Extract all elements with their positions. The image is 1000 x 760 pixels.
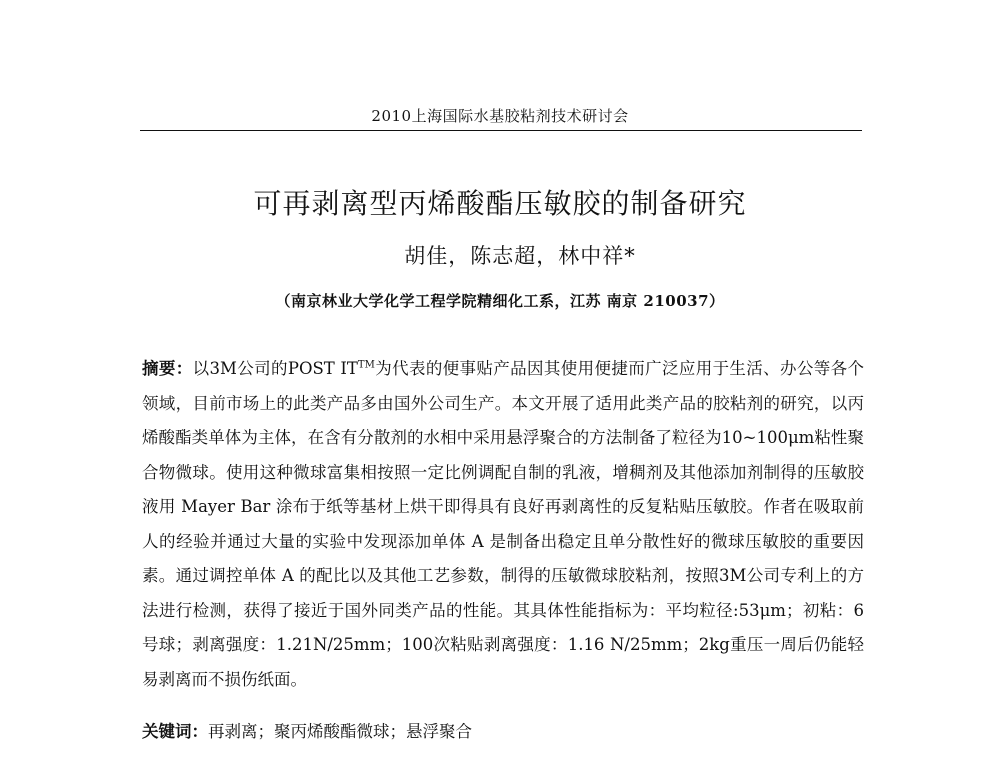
trademark-superscript: TM	[357, 359, 375, 371]
running-header: 2010上海国际水基胶粘剂技术研讨会	[371, 107, 629, 125]
abstract-text-body: 为代表的便事贴产品因其使用便捷而广泛应用于生活、办公等各个领域，目前市场上的此类产品多由国外公司生产。本文开展了适用此类产品的胶粘剂的研究，以丙烯酸酯类单体为主体，在含有分散剂的水相中采用悬浮聚合的方法制备了粒径为10~100μm粘性聚合物微球。使用这种微球富集相按照一定比例调配自制的乳液，增稠剂及其他添加剂制得的压敏胶液用 Mayer Bar 涂布于纸等基材上烘干即得具有良好再剥离性的反复粘贴压敏胶。作者在吸取前人的经验并通过大量的实验中发现添加单体 A 是制备出稳定且单分散性好的微球压敏胶的重要因素。通过调控单体 A 的配比以及其他工艺参数，制得的压敏微球胶粘剂，按照3M公司专利上的方法进行检测，获得了接近于国外同类产品的性能。其具体性能指标为：平均粒径:53μm；初粘：6号球；剥离强度：1.21N/25mm；100次粘贴剥离强度：1.16 N/25mm；2kg重压一周后仍能轻易剥离而不损伤纸面。	[142, 359, 865, 689]
header-rule	[140, 130, 862, 131]
paper-affiliation: （南京林业大学化学工程学院精细化工系，江苏 南京 210037）	[275, 292, 725, 310]
keywords-label: 关键词：	[142, 722, 208, 741]
keywords-text: 再剥离；聚丙烯酸酯微球；悬浮聚合	[208, 722, 472, 741]
abstract	[142, 352, 864, 697]
abstract-text-start: 以3M公司的POST IT	[192, 359, 358, 378]
abstract-label: 摘要：	[142, 359, 193, 378]
keywords	[142, 720, 864, 744]
paper-title: 可再剥离型丙烯酸酯压敏胶的制备研究	[253, 187, 747, 220]
paper-authors: 胡佳，陈志超，林中祥*	[404, 244, 636, 268]
